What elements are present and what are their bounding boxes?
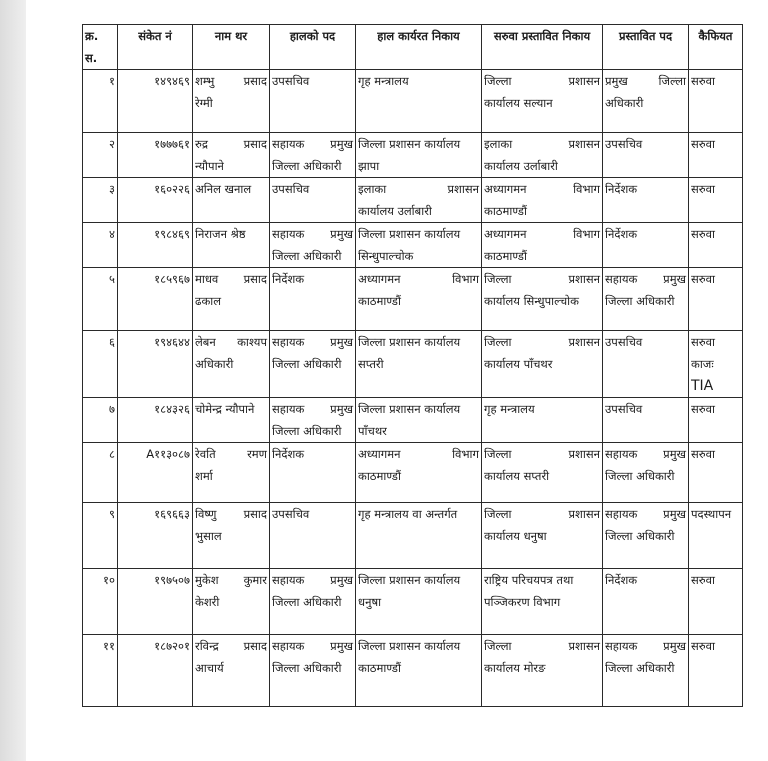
cell-proposed-office (482, 503, 603, 569)
cell-remarks (689, 70, 743, 133)
cell-text-office2: पाँचथर (358, 424, 387, 438)
cell-proposed-office (482, 133, 603, 178)
cell-text-remark2: काजः (691, 357, 714, 371)
cell-text-ppost1a: निर्देशक (605, 573, 638, 587)
cell-current-post (270, 569, 356, 635)
cell-code (118, 635, 193, 707)
cell-text-prop1b: प्रशासन (568, 507, 600, 521)
cell-text-office2: झापा (358, 159, 380, 173)
cell-text-name1a: माधव (195, 272, 219, 286)
cell-text-ppost1a: निर्देशक (605, 182, 638, 196)
cell-text-ppost1b: प्रमुख (663, 639, 686, 653)
cell-text-prop1b: प्रशासन (568, 639, 600, 653)
cell-current-office (356, 268, 482, 331)
cell-name (193, 268, 270, 331)
cell-text-prop1a: जिल्ला (484, 272, 512, 286)
cell-text-code: १४९४६९ (154, 74, 190, 88)
cell-current-post (270, 331, 356, 398)
cell-sn (83, 635, 118, 707)
cell-text-name1b: रमण (247, 447, 267, 461)
cell-text-prop1b: प्रशासन (568, 272, 600, 286)
cell-proposed-post (603, 268, 689, 331)
cell-text-name1b: प्रसाद (243, 272, 267, 286)
cell-text-code: A११३०८७ (146, 447, 190, 461)
cell-current-office (356, 443, 482, 503)
cell-code (118, 268, 193, 331)
cell-text-name1b: कुमार (243, 573, 267, 587)
cell-text-prop1a: जिल्ला (484, 335, 512, 349)
cell-name (193, 133, 270, 178)
cell-name (193, 223, 270, 268)
cell-current-post (270, 443, 356, 503)
cell-text-sn: ७ (109, 402, 115, 416)
cell-text-post1a: उपसचिव (272, 182, 310, 196)
cell-text-sn: ४ (109, 227, 115, 241)
cell-name (193, 70, 270, 133)
cell-text-office1a: जिल्ला प्रशासन कार्यालय (358, 639, 461, 653)
cell-text-name1a: निराजन श्रेष्ठ (195, 227, 246, 241)
cell-text-name2: रेग्मी (195, 96, 213, 110)
cell-text-office2: काठमाण्डौं (358, 294, 401, 308)
cell-sn (83, 569, 118, 635)
cell-text-office2: सिन्धुपाल्चोक (358, 249, 414, 263)
cell-proposed-post (603, 443, 689, 503)
cell-text-name1b: काश्यप (237, 335, 267, 349)
cell-current-office (356, 635, 482, 707)
cell-text-office1a: जिल्ला प्रशासन कार्यालय (358, 573, 461, 587)
cell-text-remark1: पदस्थापन (691, 507, 732, 521)
cell-text-post1b: प्रमुख (330, 573, 353, 587)
cell-proposed-office (482, 398, 603, 443)
cell-text-remark1: सरुवा (691, 227, 716, 241)
cell-text-name1a: विष्णु (195, 507, 217, 521)
cell-name (193, 331, 270, 398)
cell-text-sn: ६ (109, 335, 115, 349)
cell-text-prop1a: गृह मन्त्रालय (484, 402, 535, 416)
table-row (83, 178, 743, 223)
cell-remarks (689, 268, 743, 331)
cell-text-post1b: प्रमुख (330, 402, 353, 416)
cell-text-post2: जिल्ला अधिकारी (272, 249, 342, 263)
cell-name (193, 569, 270, 635)
cell-text-remark1: सरुवा (691, 137, 716, 151)
cell-remarks (689, 569, 743, 635)
cell-text-name2: न्यौपाने (195, 159, 224, 173)
cell-text-office1a: गृह मन्त्रालय (358, 74, 409, 88)
cell-text-prop2: कार्यालय मोरङ (484, 661, 546, 675)
cell-text-ppost1a: उपसचिव (605, 402, 643, 416)
cell-text-prop1a: जिल्ला (484, 507, 512, 521)
cell-text-post1a: सहायक (272, 639, 305, 653)
cell-text-code: १८७२०१ (154, 639, 190, 653)
header-proposed-office: सरुवा प्रस्तावित निकाय (482, 25, 603, 70)
cell-text-post1a: सहायक (272, 227, 305, 241)
cell-proposed-office (482, 178, 603, 223)
cell-proposed-post (603, 70, 689, 133)
cell-text-sn: ८ (109, 447, 115, 461)
cell-text-post2: जिल्ला अधिकारी (272, 661, 342, 675)
cell-text-prop1b: विभाग (573, 227, 600, 241)
cell-text-name1a: चोमेन्द्र न्यौपाने (195, 402, 255, 416)
cell-text-office1a: जिल्ला प्रशासन कार्यालय (358, 227, 461, 241)
cell-text-ppost1a: निर्देशक (605, 227, 638, 241)
cell-proposed-office (482, 443, 603, 503)
cell-text-post1a: सहायक (272, 335, 305, 349)
cell-text-ppost1b: प्रमुख (663, 272, 686, 286)
cell-text-prop1b: विभाग (573, 182, 600, 196)
cell-proposed-office (482, 70, 603, 133)
cell-text-ppost1a: प्रमुख (605, 74, 628, 88)
cell-current-office (356, 133, 482, 178)
cell-text-office2: सप्तरी (358, 357, 384, 371)
cell-text-name1a: रुद्र (195, 137, 208, 151)
cell-text-office1a: जिल्ला प्रशासन कार्यालय (358, 335, 461, 349)
cell-remarks (689, 635, 743, 707)
cell-text-sn: १० (103, 573, 115, 587)
cell-text-post1b: प्रमुख (330, 227, 353, 241)
cell-text-post1a: सहायक (272, 402, 305, 416)
cell-text-name1a: रेवति (195, 447, 216, 461)
table-header-row (83, 25, 743, 70)
cell-text-office1a: अध्यागमन (358, 447, 401, 461)
cell-text-ppost1a: सहायक (605, 507, 638, 521)
cell-text-name2: भुसाल (195, 529, 222, 543)
cell-text-prop1a: जिल्ला (484, 447, 512, 461)
cell-text-ppost1b: प्रमुख (663, 507, 686, 521)
cell-text-ppost1a: सहायक (605, 272, 638, 286)
cell-sn (83, 178, 118, 223)
cell-text-name1a: शम्भु (195, 74, 215, 88)
cell-text-name2: ढकाल (195, 294, 222, 308)
cell-current-post (270, 398, 356, 443)
cell-text-post1b: प्रमुख (330, 137, 353, 151)
cell-code (118, 178, 193, 223)
cell-text-office1b: विभाग (452, 447, 479, 461)
cell-proposed-office (482, 331, 603, 398)
cell-text-name2: शर्मा (195, 469, 213, 483)
cell-text-remark1: सरुवा (691, 272, 716, 286)
cell-name (193, 178, 270, 223)
table-row (83, 569, 743, 635)
cell-text-ppost2: जिल्ला अधिकारी (605, 469, 675, 483)
cell-code (118, 133, 193, 178)
cell-current-office (356, 223, 482, 268)
cell-text-prop2: काठमाण्डौं (484, 204, 527, 218)
cell-text-prop2: कार्यालय उर्लाबारी (484, 159, 558, 173)
cell-text-code: १७७७६१ (154, 137, 190, 151)
cell-current-post (270, 133, 356, 178)
cell-current-post (270, 223, 356, 268)
cell-text-prop2: पञ्जिकरण विभाग (484, 595, 561, 609)
cell-text-sn: २ (109, 137, 115, 151)
cell-code (118, 331, 193, 398)
cell-text-sn: ९ (109, 507, 115, 521)
cell-text-name1b: प्रसाद (243, 137, 267, 151)
cell-code (118, 443, 193, 503)
cell-text-ppost1b: जिल्ला (658, 74, 686, 88)
cell-text-post1b: प्रमुख (330, 335, 353, 349)
cell-code (118, 569, 193, 635)
cell-text-remark3: TIA (691, 378, 714, 394)
cell-sn (83, 268, 118, 331)
cell-text-post2: जिल्ला अधिकारी (272, 424, 342, 438)
cell-current-post (270, 70, 356, 133)
cell-text-prop1b: प्रशासन (568, 335, 600, 349)
cell-remarks (689, 223, 743, 268)
cell-text-ppost2: जिल्ला अधिकारी (605, 661, 675, 675)
cell-remarks (689, 133, 743, 178)
cell-text-prop2: कार्यालय सल्यान (484, 96, 553, 110)
table-row (83, 331, 743, 398)
cell-text-post2: जिल्ला अधिकारी (272, 595, 342, 609)
cell-text-prop1a: अध्यागमन (484, 227, 527, 241)
cell-current-office (356, 70, 482, 133)
cell-name (193, 443, 270, 503)
cell-text-prop1a: जिल्ला (484, 639, 512, 653)
cell-sn (83, 223, 118, 268)
cell-proposed-office (482, 268, 603, 331)
cell-current-office (356, 398, 482, 443)
cell-text-post1a: सहायक (272, 573, 305, 587)
cell-text-ppost2: जिल्ला अधिकारी (605, 529, 675, 543)
cell-text-ppost1a: उपसचिव (605, 335, 643, 349)
cell-proposed-post (603, 398, 689, 443)
table-row (83, 133, 743, 178)
cell-current-office (356, 178, 482, 223)
cell-name (193, 635, 270, 707)
cell-text-remark1: सरुवा (691, 447, 716, 461)
header-current-post: हालको पद (270, 25, 356, 70)
cell-text-office1a: गृह मन्त्रालय वा अन्तर्गत (358, 507, 458, 521)
cell-remarks (689, 178, 743, 223)
cell-text-prop1a: जिल्ला (484, 74, 512, 88)
cell-proposed-office (482, 635, 603, 707)
cell-text-sn: ५ (109, 272, 115, 286)
cell-proposed-post (603, 569, 689, 635)
cell-text-name1a: रविन्द्र (195, 639, 219, 653)
cell-text-prop2: कार्यालय धनुषा (484, 529, 547, 543)
cell-text-ppost1b: प्रमुख (663, 447, 686, 461)
cell-text-code: १९८४६९ (154, 227, 190, 241)
cell-text-post1a: निर्देशक (272, 447, 305, 461)
cell-text-name2: अधिकारी (195, 357, 234, 371)
cell-proposed-post (603, 178, 689, 223)
cell-sn (83, 398, 118, 443)
header-current-office: हाल कार्यरत निकाय (356, 25, 482, 70)
cell-name (193, 398, 270, 443)
cell-text-remark1: सरुवा (691, 74, 716, 88)
cell-text-sn: ११ (103, 639, 115, 653)
cell-text-remark1: सरुवा (691, 639, 716, 653)
header-name: नाम थर (193, 25, 270, 70)
cell-sn (83, 70, 118, 133)
cell-text-code: १९४६४४ (154, 335, 190, 349)
cell-text-prop1a: राष्ट्रिय परिचयपत्र तथा (484, 573, 574, 587)
cell-text-prop2: काठमाण्डौं (484, 249, 527, 263)
transfer-table (82, 24, 743, 707)
cell-text-office1a: जिल्ला प्रशासन कार्यालय (358, 137, 461, 151)
cell-name (193, 503, 270, 569)
cell-text-code: १८५९६७ (154, 272, 190, 286)
cell-text-code: १८४३२६ (154, 402, 190, 416)
table-row (83, 70, 743, 133)
cell-text-name2: केशरी (195, 595, 220, 609)
table-row (83, 223, 743, 268)
cell-current-post (270, 503, 356, 569)
cell-text-office2: कार्यालय उर्लाबारी (358, 204, 432, 218)
cell-text-name1b: प्रसाद (243, 74, 267, 88)
cell-text-ppost2: जिल्ला अधिकारी (605, 294, 675, 308)
cell-text-ppost1a: सहायक (605, 639, 638, 653)
cell-code (118, 398, 193, 443)
cell-text-office2: काठमाण्डौं (358, 661, 401, 675)
cell-text-name1b: प्रसाद (243, 639, 267, 653)
cell-remarks (689, 443, 743, 503)
cell-text-code: १६९६६३ (154, 507, 190, 521)
cell-text-post1a: सहायक (272, 137, 305, 151)
cell-text-prop1b: प्रशासन (568, 447, 600, 461)
table-row (83, 398, 743, 443)
cell-text-prop1b: प्रशासन (568, 74, 600, 88)
cell-text-office1b: प्रशासन (447, 182, 479, 196)
cell-text-prop1a: इलाका (484, 137, 513, 151)
cell-text-prop1b: प्रशासन (568, 137, 600, 151)
cell-proposed-post (603, 223, 689, 268)
cell-sn (83, 443, 118, 503)
cell-text-post1b: प्रमुख (330, 639, 353, 653)
cell-sn (83, 331, 118, 398)
cell-text-prop2: कार्यालय सप्तरी (484, 469, 550, 483)
cell-remarks (689, 331, 743, 398)
cell-current-post (270, 268, 356, 331)
cell-text-sn: १ (109, 74, 115, 88)
cell-text-remark1: सरुवा (691, 573, 716, 587)
table-row (83, 443, 743, 503)
cell-text-remark1: सरुवा (691, 182, 716, 196)
cell-text-office2: धनुषा (358, 595, 382, 609)
cell-text-remark1: सरुवा (691, 402, 716, 416)
cell-current-office (356, 569, 482, 635)
cell-text-prop2: कार्यालय पाँचथर (484, 357, 553, 371)
cell-remarks (689, 398, 743, 443)
cell-text-office1a: जिल्ला प्रशासन कार्यालय (358, 402, 461, 416)
cell-current-office (356, 503, 482, 569)
cell-text-ppost1a: उपसचिव (605, 137, 643, 151)
cell-text-prop2: कार्यालय सिन्धुपाल्चोक (484, 294, 579, 308)
header-remarks: कैफियत (689, 25, 743, 70)
cell-text-office1b: विभाग (452, 272, 479, 286)
cell-text-office2: काठमाण्डौं (358, 469, 401, 483)
cell-code (118, 503, 193, 569)
cell-code (118, 223, 193, 268)
cell-text-code: १९७५०७ (154, 573, 190, 587)
header-sn: क्र. स. (83, 25, 118, 70)
cell-current-office (356, 331, 482, 398)
cell-text-office1a: इलाका (358, 182, 387, 196)
cell-text-post2: जिल्ला अधिकारी (272, 357, 342, 371)
cell-proposed-post (603, 331, 689, 398)
table-row (83, 503, 743, 569)
cell-current-post (270, 178, 356, 223)
cell-remarks (689, 503, 743, 569)
cell-text-name1a: अनिल खनाल (195, 182, 252, 196)
cell-proposed-post (603, 133, 689, 178)
cell-text-post1a: निर्देशक (272, 272, 305, 286)
cell-text-name1a: लेबन (195, 335, 216, 349)
page-edge (0, 0, 26, 761)
cell-text-code: १६०२२६ (154, 182, 190, 196)
cell-sn (83, 133, 118, 178)
cell-text-name1a: मुकेश (195, 573, 219, 587)
cell-proposed-post (603, 503, 689, 569)
cell-text-office1a: अध्यागमन (358, 272, 401, 286)
cell-text-prop1a: अध्यागमन (484, 182, 527, 196)
header-proposed-post: प्रस्तावित पद (603, 25, 689, 70)
cell-proposed-office (482, 569, 603, 635)
cell-proposed-office (482, 223, 603, 268)
cell-text-ppost1a: सहायक (605, 447, 638, 461)
cell-text-post1a: उपसचिव (272, 74, 310, 88)
cell-text-name1b: प्रसाद (243, 507, 267, 521)
table-row (83, 635, 743, 707)
table-row (83, 268, 743, 331)
cell-current-post (270, 635, 356, 707)
cell-code (118, 70, 193, 133)
cell-sn (83, 503, 118, 569)
cell-text-remark1: सरुवा (691, 335, 716, 349)
header-code: संकेत नं (118, 25, 193, 70)
cell-text-post2: जिल्ला अधिकारी (272, 159, 342, 173)
cell-proposed-post (603, 635, 689, 707)
cell-text-ppost2: अधिकारी (605, 96, 644, 110)
cell-text-post1a: उपसचिव (272, 507, 310, 521)
cell-text-sn: ३ (109, 182, 115, 196)
cell-text-name2: आचार्य (195, 661, 224, 675)
